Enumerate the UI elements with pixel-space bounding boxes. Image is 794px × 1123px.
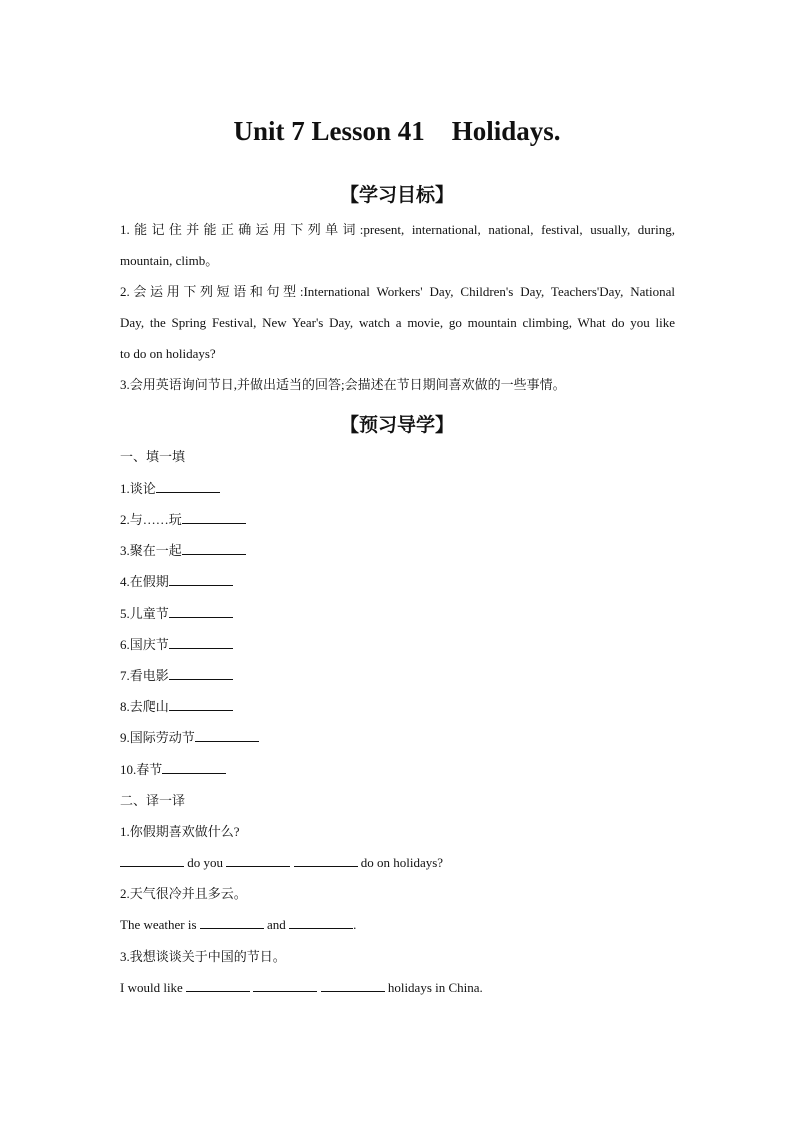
answer-text: I would like <box>120 980 183 995</box>
objective-line-5: to do on holidays? <box>120 346 216 361</box>
fill-item-text: 4.在假期 <box>120 574 169 589</box>
translate-prompt-3: 3.我想谈谈关于中国的节日。 <box>120 949 286 964</box>
fill-item-9 <box>120 729 675 747</box>
fill-item-1 <box>120 480 675 498</box>
fill-item-10 <box>120 761 675 779</box>
answer-blank[interactable] <box>186 990 250 992</box>
fill-item-8 <box>120 698 675 716</box>
answer-blank[interactable] <box>289 927 353 929</box>
answer-blank[interactable] <box>321 990 385 992</box>
answer-text: do you <box>187 855 223 870</box>
answer-blank[interactable] <box>226 865 290 867</box>
fill-item-text: 9.国际劳动节 <box>120 730 195 745</box>
translate-prompt-2: 2.天气很冷并且多云。 <box>120 886 247 901</box>
answer-blank[interactable] <box>169 709 233 711</box>
fill-item-4 <box>120 573 675 591</box>
objectives-heading: 【学习目标】 <box>339 184 454 206</box>
answer-text: and <box>267 917 286 932</box>
fill-item-text: 10.春节 <box>120 762 163 777</box>
objective-line-1: 1.能记住并能正确运用下列单词:present, international, national, festival, usually, during, <box>120 222 675 237</box>
fill-item-text: 7.看电影 <box>120 668 169 683</box>
answer-blank[interactable] <box>169 616 233 618</box>
translate-answer-1 <box>120 854 675 872</box>
part2-heading: 二、译一译 <box>120 793 186 808</box>
objective-line-4: Day, the Spring Festival, New Year's Day, watch a movie, go mountain climbing, What do you like <box>120 315 675 330</box>
answer-text: holidays in China. <box>387 980 483 995</box>
answer-blank[interactable] <box>200 927 264 929</box>
answer-blank[interactable] <box>120 865 184 867</box>
fill-item-text: 2.与……玩 <box>120 512 182 527</box>
translate-answer-2 <box>120 916 675 934</box>
objective-line-3: 2.会运用下列短语和句型:International Workers' Day, Children's Day, Teachers'Day, National <box>120 284 675 299</box>
answer-blank[interactable] <box>162 772 226 774</box>
answer-blank[interactable] <box>156 491 220 493</box>
fill-item-text: 1.谈论 <box>120 481 156 496</box>
objective-line-6: 3.会用英语询问节日,并做出适当的回答;会描述在节日期间喜欢做的一些事情。 <box>120 377 566 392</box>
answer-blank[interactable] <box>182 553 246 555</box>
page-title: Unit 7 Lesson 41 Holidays. <box>233 116 561 146</box>
fill-item-6 <box>120 636 675 654</box>
fill-item-text: 5.儿童节 <box>120 606 169 621</box>
fill-item-text: 8.去爬山 <box>120 699 169 714</box>
answer-blank[interactable] <box>169 678 233 680</box>
fill-item-text: 6.国庆节 <box>120 637 169 652</box>
preview-heading: 【预习导学】 <box>339 414 454 436</box>
answer-text: . <box>353 917 357 932</box>
answer-blank[interactable] <box>169 647 233 649</box>
fill-item-5 <box>120 605 675 623</box>
fill-item-3 <box>120 542 675 560</box>
objective-line-2: mountain, climb。 <box>120 253 219 268</box>
answer-blank[interactable] <box>294 865 358 867</box>
fill-item-7 <box>120 667 675 685</box>
answer-blank[interactable] <box>182 522 246 524</box>
answer-blank[interactable] <box>253 990 317 992</box>
answer-blank[interactable] <box>169 584 233 586</box>
translate-answer-3 <box>120 979 675 997</box>
answer-blank[interactable] <box>195 740 259 742</box>
fill-item-text: 3.聚在一起 <box>120 543 182 558</box>
fill-item-2 <box>120 511 675 529</box>
answer-text: do on holidays? <box>360 855 444 870</box>
translate-prompt-1: 1.你假期喜欢做什么? <box>120 824 240 839</box>
answer-text: The weather is <box>120 917 197 932</box>
part1-heading: 一、填一填 <box>120 449 186 464</box>
